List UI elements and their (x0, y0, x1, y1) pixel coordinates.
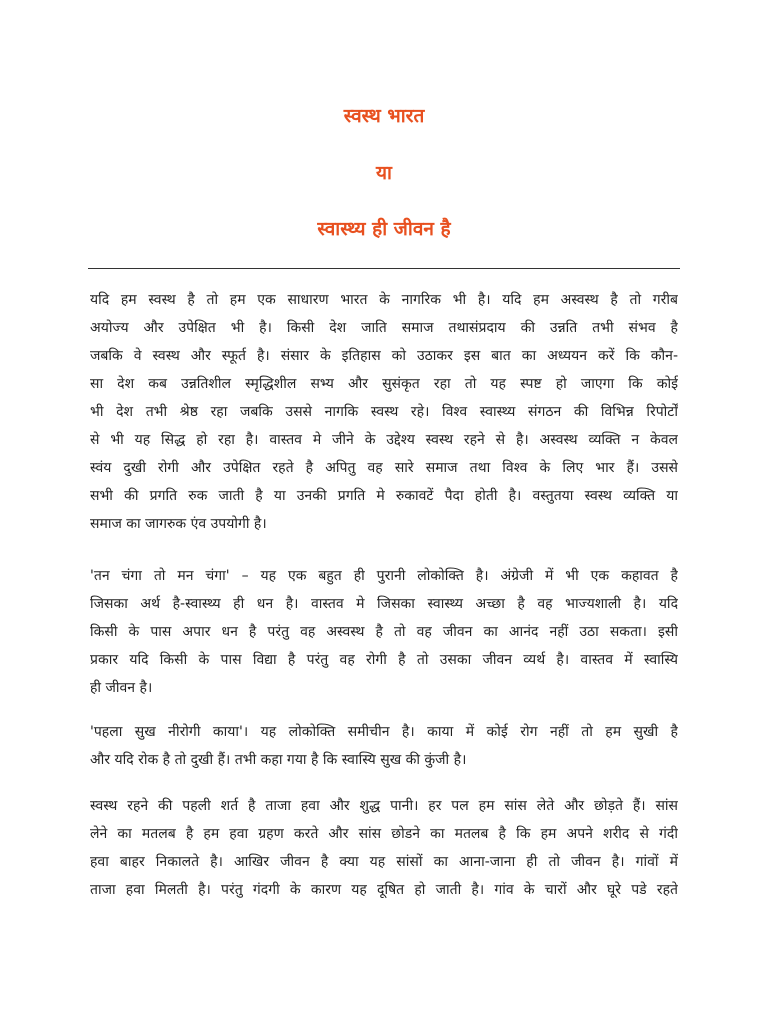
paragraph-line: जबकि वे स्वस्थ और स्फूर्त है। संसार के इतिहास को उठाकर इस बात का अध्ययन करें कि कौन- (90, 348, 678, 364)
paragraph-line: लेने का मतलब है हम हवा ग्रहण करते और सांस छोडने का मतलब है कि हम अपने शरीद से गंदी (90, 826, 678, 842)
paragraph-line: समाज का जागरुक एंव उपयोगी है। (90, 516, 267, 532)
paragraph-line: और यदि रोक है तो दुखी हैं। तभी कहा गया है कि स्वास्यि सुख की कुंजी है। (90, 752, 467, 768)
paragraph-line: से भी यह सिद्ध हो रहा है। वास्तव मे जीने के उद्देश्य स्वस्थ रहने से है। अस्वस्थ व्यक्ति न केवल (90, 432, 678, 448)
paragraph-line: 'पहला सुख नीरोगी काया'। यह लोकोक्ति समीचीन है। काया में कोई रोग नहीं तो हम सुखी है (90, 724, 678, 740)
horizontal-divider (88, 268, 680, 269)
paragraph-line: ताजा हवा मिलती है। परंतु गंदगी के कारण यह दूषित हो जाती है। गांव के चारों और घूरे पडे रहते (90, 882, 678, 898)
paragraph-line: 'तन चंगा तो मन चंगा' – यह एक बहुत ही पुरानी लोकोक्ति है। अंग्रेजी में भी एक कहावत है (90, 568, 678, 584)
paragraph-line: किसी के पास अपार धन है परंतु वह अस्वस्थ है तो वह जीवन का आनंद नहीं उठा सकता। इसी (90, 624, 678, 640)
paragraph-line: ही जीवन है। (90, 680, 153, 696)
paragraph-line: सा देश कब उन्नतिशील स्मृद्धिशील सभ्य और सुसंकृत रहा तो यह स्पष्ट हो जाएगा कि कोई (90, 376, 678, 392)
paragraph-line: अयोज्य और उपेक्षित भी है। किसी देश जाति समाज तथासंप्रदाय की उन्नति तभी संभव है (90, 320, 678, 336)
paragraph-line: स्वंय दुखी रोगी और उपेक्षित रहते है अपितु वह सारे समाज तथा विश्व के लिए भार हैं। उससे (90, 460, 678, 476)
paragraph-line: भी देश तभी श्रेष्ठ रहा जबकि उससे नागकि स्वस्थ रहे। विश्व स्वास्थ्य संगठन की विभिन्न रिपोर्टों (90, 404, 678, 420)
paragraph-4 (90, 792, 678, 904)
title-line-3: स्वास्थ्य ही जीवन है (317, 218, 451, 240)
paragraph-line: प्रकार यदि किसी के पास विद्या है परंतु वह रोगी है तो उसका जीवन व्यर्थ है। वास्तव में स्वास्यि (90, 652, 678, 668)
paragraph-3 (90, 718, 678, 774)
title-line-1: स्वस्थ भारत (343, 105, 425, 127)
paragraph-1 (90, 286, 678, 538)
paragraph-line: जिसका अर्थ है-स्वास्थ्य ही धन है। वास्तव मे जिसका स्वास्थ्य अच्छा है वह भाज्यशाली है। यदि (90, 596, 678, 612)
paragraph-line: यदि हम स्वस्थ है तो हम एक साधारण भारत के नागरिक भी है। यदि हम अस्वस्थ है तो गरीब (90, 292, 678, 308)
paragraph-line: सभी की प्रगति रुक जाती है या उनकी प्रगति मे रुकावटें पैदा होती है। वस्तुतया स्वस्थ व्यक्ति या (90, 488, 678, 504)
paragraph-2 (90, 562, 678, 702)
title-line-2: या (376, 162, 392, 184)
paragraph-line: स्वस्थ रहने की पहली शर्त है ताजा हवा और शुद्ध पानी। हर पल हम सांस लेते और छोड़ते हैं। सांस (90, 798, 678, 814)
paragraph-line: हवा बाहर निकालते है। आखिर जीवन है क्या यह सांसों का आना-जाना ही तो जीवन है। गांवों में (90, 854, 678, 870)
